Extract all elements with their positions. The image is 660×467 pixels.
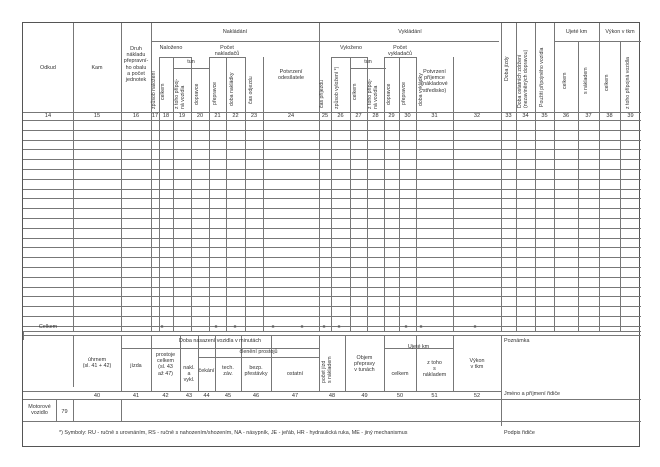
- footnote-symbols: *) Symboly: RU - ručně s urovnáním, RS - ručně s nahozením/shozením, NA - násypník, JE - jeřáb, HR - hydraulická ruka, ME - jiný mechanismus: [59, 430, 408, 436]
- column-number: 24: [287, 113, 295, 119]
- grid-line: [501, 23, 502, 331]
- motorove-vozidlo-label: Motorové vozidlo: [28, 404, 51, 417]
- bottom-column-number: 46: [252, 393, 260, 399]
- column-number: 29: [388, 113, 395, 119]
- data-row-line: [23, 218, 641, 219]
- totals-x-mark: x: [322, 324, 326, 330]
- data-row-line: [23, 287, 641, 288]
- column-number: 28: [372, 113, 379, 119]
- totals-x-mark: x: [271, 324, 275, 330]
- v-prepravce-vykl: přepravce: [401, 81, 407, 105]
- v-dopravce-nakl: dopravce: [194, 83, 200, 105]
- totals-x-mark: x: [473, 324, 477, 330]
- column-number: 26: [337, 113, 344, 119]
- data-row-line: [23, 257, 641, 258]
- column-number: 22: [232, 113, 239, 119]
- vykladani-label: Vykládání: [398, 29, 422, 35]
- bottom-numbers-top: [23, 391, 501, 392]
- totals-x-mark: x: [300, 324, 304, 330]
- jmeno-ridice-label: Jméno a příjmení řidiče: [504, 391, 561, 397]
- totals-x-mark: x: [419, 324, 423, 330]
- bottom-column-number: 52: [473, 393, 481, 399]
- data-row-line: [23, 179, 641, 180]
- column-number: 18: [162, 113, 170, 119]
- poznamka-label: Poznámka: [504, 338, 530, 344]
- column-number: 36: [562, 113, 570, 119]
- grid-line: [416, 57, 417, 331]
- bottom-celkem-label: celkem: [391, 371, 409, 377]
- data-row-line: [23, 130, 641, 131]
- objem-prepravy-label: Objem přepravy v tunách: [354, 355, 375, 374]
- waybill-form: [22, 22, 640, 447]
- bottom-section-top: [23, 335, 641, 336]
- data-row-line: [23, 169, 641, 170]
- col-druh-label: Druh nákladu přepravní- ho obalu a počet jednotek: [123, 46, 149, 84]
- z-toho-s-nakladem-label: z toho s nákladem: [422, 360, 447, 379]
- bottom-vykon-label: Výkon v tkm: [469, 358, 485, 371]
- tech-zav-label: tech. záv.: [222, 365, 234, 378]
- v-celkem-nalozeno: celkem: [160, 83, 166, 100]
- grid-line: [191, 57, 192, 331]
- grid-line: [263, 57, 264, 331]
- column-number: 25: [321, 113, 329, 119]
- data-row-line: [23, 189, 641, 190]
- bezp-prestavky-label: bezp. přestávky: [244, 365, 268, 378]
- bottom-column-number: 45: [224, 393, 232, 399]
- data-row-line: [23, 208, 641, 209]
- bottom-column-number: 47: [291, 393, 299, 399]
- vylozeno-label: Vyloženo: [340, 45, 362, 51]
- grid-line: [159, 57, 191, 58]
- grid-line: [319, 23, 320, 331]
- column-number: 38: [606, 113, 613, 119]
- column-number: 23: [250, 113, 258, 119]
- tun-label-1: tun: [187, 59, 195, 65]
- data-row-line: [23, 159, 641, 160]
- nakladani-label: Nakládání: [222, 29, 248, 35]
- column-number: 33: [505, 113, 512, 119]
- v-doba-nakladky: doba nakládky: [229, 72, 235, 106]
- grid-line: [319, 335, 320, 391]
- totals-top: [23, 331, 641, 332]
- uhrnem-label: úhrnem (sl. 41 + 42): [82, 357, 112, 370]
- v-celkem-tkm: celkem: [604, 74, 610, 91]
- pocet-nakladacu-label: Počet nakladačů: [214, 45, 240, 58]
- column-number: 30: [404, 113, 411, 119]
- bottom-column-number: 51: [431, 393, 438, 399]
- doba-nasazeni-label: Doba nasazení vozidla v minutách: [178, 338, 262, 344]
- motor-number: 79: [61, 409, 68, 415]
- bottom-ujete-km-label: Ujeté km: [407, 344, 430, 350]
- data-row-line: [23, 247, 641, 248]
- grid-line: [350, 68, 386, 69]
- bottom-column-number: 41: [132, 393, 140, 399]
- vykon-tkm-label: Výkon v tkm: [605, 29, 635, 35]
- v-cas-odjezdu: čas odjezdu: [248, 76, 254, 104]
- grid-line: [384, 57, 385, 331]
- bottom-column-number: 40: [93, 393, 101, 399]
- ujete-km-label: Ujeté km: [565, 29, 588, 35]
- grid-line: [151, 41, 499, 42]
- grid-line: [331, 57, 367, 58]
- column-number: 39: [627, 113, 634, 119]
- data-row-line: [23, 140, 641, 141]
- bottom-column-number: 48: [328, 393, 336, 399]
- v-doba-vykladky: doba vykládky: [418, 73, 424, 106]
- grid-line: [350, 57, 351, 331]
- column-number: 20: [196, 113, 204, 119]
- data-row-line: [23, 267, 641, 268]
- totals-x-mark: x: [337, 324, 341, 330]
- clenenim-prostoju-label: členění prostojů: [239, 349, 278, 355]
- grid-line: [73, 399, 74, 421]
- clenenim-underline: [198, 357, 319, 358]
- column-number: 37: [585, 113, 592, 119]
- column-number: 19: [178, 113, 186, 119]
- grid-line: [173, 68, 209, 69]
- data-row-line: [23, 326, 641, 327]
- tun-label-2: tun: [364, 59, 372, 65]
- grid-line: [399, 57, 400, 331]
- pocet-vykladacu-label: Počet vykladačů: [388, 45, 412, 58]
- grid-line: [331, 57, 332, 331]
- footnote-top: [23, 421, 641, 422]
- data-row-line: [23, 198, 641, 199]
- grid-line: [554, 23, 555, 331]
- data-row-line: [23, 149, 641, 150]
- v-doba-ostatnich: Doba ostatních zdržení (nezaviněných dopravou): [517, 49, 529, 108]
- data-row-line: [23, 238, 641, 239]
- col-odkud-label: Odkud: [40, 65, 56, 71]
- column-number: 15: [93, 113, 101, 119]
- grid-line: [501, 335, 502, 426]
- bottom-column-number: 49: [361, 393, 368, 399]
- col-kam-label: Kam: [91, 65, 103, 71]
- bottom-column-number: 50: [396, 393, 404, 399]
- v-z-toho-pripojna: z toho přípojná vozidla: [625, 57, 631, 109]
- data-row-line: [23, 228, 641, 229]
- v-z-toho-pripoj-vylozeno: z toho přípoj- ná vozidla: [367, 78, 379, 109]
- v-celkem-vylozeno: celkem: [352, 83, 358, 100]
- data-row-line: [23, 306, 641, 307]
- data-row-line: [23, 296, 641, 297]
- column-number: 17: [151, 113, 159, 119]
- column-number: 32: [473, 113, 481, 119]
- grid-line: [554, 41, 641, 42]
- bottom-column-number: 44: [203, 393, 210, 399]
- bottom-column-number: 42: [162, 393, 169, 399]
- grid-line: [209, 57, 210, 331]
- prostoje-celkem-label: prostoje celkem (sl. 43 až 47): [155, 352, 176, 377]
- grid-line: [245, 57, 246, 331]
- column-number: 21: [214, 113, 221, 119]
- podpis-ridice-label: Podpis řidiče: [504, 430, 535, 436]
- numbers-row-bottom: [23, 120, 641, 121]
- column-number: 14: [44, 113, 52, 119]
- potvrzeni-odesilatele-label: Potvrzení odesílatele: [277, 69, 305, 82]
- column-number: 35: [541, 113, 548, 119]
- totals-x-mark: x: [214, 324, 218, 330]
- v-zpusob-nalozeni: způsob naložení: [151, 71, 157, 109]
- nalozeno-label: Naloženo: [159, 45, 183, 51]
- v-dopravce-vykl: dopravce: [386, 83, 392, 105]
- potvrzeni-prijemce-label: Potvrzení příjemce (nákladové středisko): [421, 69, 448, 94]
- grid-line: [226, 57, 227, 331]
- jizda-label: jízda: [130, 363, 142, 369]
- totals-x-mark: x: [233, 324, 237, 330]
- v-doba-jizdy: Doba jízdy: [504, 56, 510, 81]
- data-row-line: [23, 316, 641, 317]
- nakl-a-vykl-label: nakl. a vykl.: [183, 365, 195, 384]
- v-cas-prijezdu: čas příjezdu: [319, 80, 325, 108]
- v-z-toho-pripoj-nalozeno: z toho přípoj- ná vozidla: [174, 78, 186, 109]
- pocet-jizd-label: počet jízd s nákladem: [321, 356, 333, 383]
- column-number: 34: [522, 113, 529, 119]
- grid-line: [453, 57, 454, 331]
- v-prepravce-nakl: přepravce: [212, 81, 218, 105]
- bottom-column-number: 43: [185, 393, 193, 399]
- grid-line: [151, 23, 152, 331]
- ostatni-label: ostatní: [286, 371, 304, 377]
- grid-line: [599, 23, 600, 331]
- data-row-line: [23, 277, 641, 278]
- v-s-nakladem: s nákladem: [583, 67, 589, 94]
- totals-label: Celkem: [38, 324, 58, 330]
- v-zpusob-vylozeni: způsob vyložení *): [334, 66, 340, 109]
- grid-line: [535, 23, 536, 331]
- v-pouziti-pripojneho: Použití přípojného vozidla: [539, 47, 545, 107]
- column-number: 31: [431, 113, 438, 119]
- column-number: 27: [355, 113, 362, 119]
- column-number: 16: [132, 113, 140, 119]
- grid-line: [121, 399, 122, 421]
- v-celkem-km: celkem: [562, 72, 568, 89]
- cekani-label: čekání: [198, 368, 215, 374]
- totals-x-mark: x: [160, 324, 164, 330]
- totals-x-mark: x: [404, 324, 408, 330]
